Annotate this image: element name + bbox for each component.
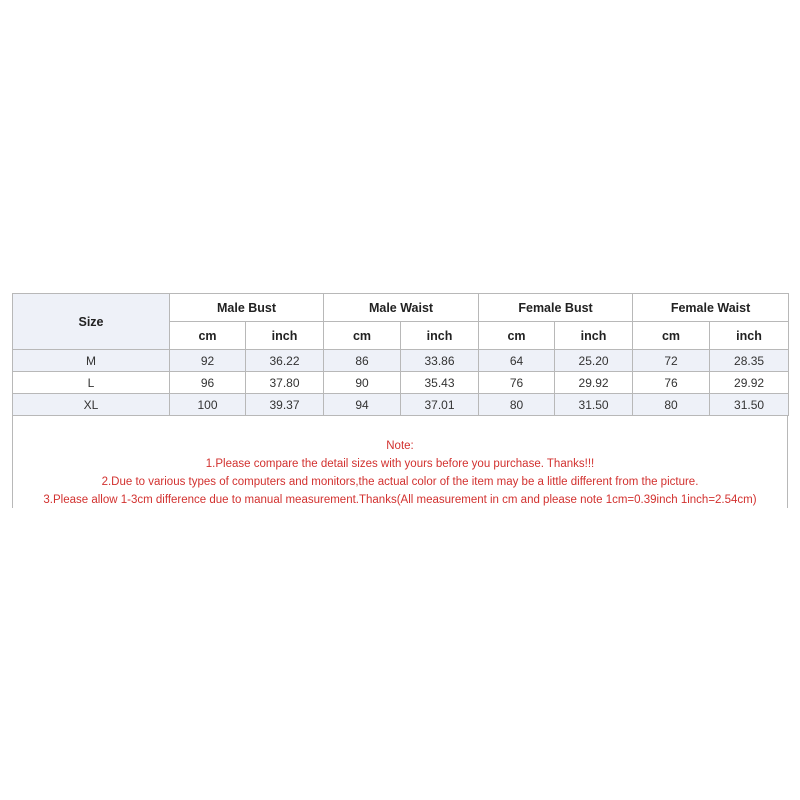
table-cell: 39.37: [246, 394, 324, 416]
size-table: [12, 293, 789, 416]
table-cell: 80: [633, 394, 710, 416]
table-cell: 94: [324, 394, 401, 416]
table-cell: 25.20: [555, 350, 633, 372]
table-cell: 92: [170, 350, 246, 372]
size-chart: [12, 293, 788, 508]
table-cell: 31.50: [555, 394, 633, 416]
table-row: [13, 372, 789, 394]
table-cell: 28.35: [710, 350, 789, 372]
table-cell: 96: [170, 372, 246, 394]
notes-title: Note:: [386, 440, 414, 452]
size-column-header: Size: [13, 294, 170, 350]
note-line: 3.Please allow 1-3cm difference due to manual measurement.Thanks(All measurement in cm and please note 1cm=0.39inch 1inch=2.54cm): [43, 494, 757, 506]
table-cell: 86: [324, 350, 401, 372]
table-cell: 37.01: [401, 394, 479, 416]
group-header-female-waist: Female Waist: [633, 294, 789, 322]
size-cell: M: [13, 350, 170, 372]
table-cell: 76: [479, 372, 555, 394]
unit-header-inch: inch: [401, 322, 479, 350]
table-cell: 37.80: [246, 372, 324, 394]
size-cell: L: [13, 372, 170, 394]
group-header-female-bust: Female Bust: [479, 294, 633, 322]
table-cell: 76: [633, 372, 710, 394]
note-line: 1.Please compare the detail sizes with yours before you purchase. Thanks!!!: [205, 458, 595, 470]
group-header-male-bust: Male Bust: [170, 294, 324, 322]
table-cell: 35.43: [401, 372, 479, 394]
table-cell: 29.92: [710, 372, 789, 394]
table-cell: 64: [479, 350, 555, 372]
unit-header-cm: cm: [479, 322, 555, 350]
table-cell: 90: [324, 372, 401, 394]
notes-section: [12, 416, 788, 508]
unit-header-cm: cm: [170, 322, 246, 350]
size-cell: XL: [13, 394, 170, 416]
note-line: 2.Due to various types of computers and monitors,the actual color of the item may be a little different from the picture.: [101, 476, 699, 488]
unit-header-inch: inch: [246, 322, 324, 350]
table-row: [13, 350, 789, 372]
table-cell: 72: [633, 350, 710, 372]
table-cell: 36.22: [246, 350, 324, 372]
unit-header-cm: cm: [324, 322, 401, 350]
group-header-male-waist: Male Waist: [324, 294, 479, 322]
table-cell: 33.86: [401, 350, 479, 372]
table-cell: 29.92: [555, 372, 633, 394]
table-row: [13, 394, 789, 416]
unit-header-inch: inch: [555, 322, 633, 350]
table-cell: 80: [479, 394, 555, 416]
unit-header-cm: cm: [633, 322, 710, 350]
unit-header-inch: inch: [710, 322, 789, 350]
table-cell: 31.50: [710, 394, 789, 416]
table-cell: 100: [170, 394, 246, 416]
